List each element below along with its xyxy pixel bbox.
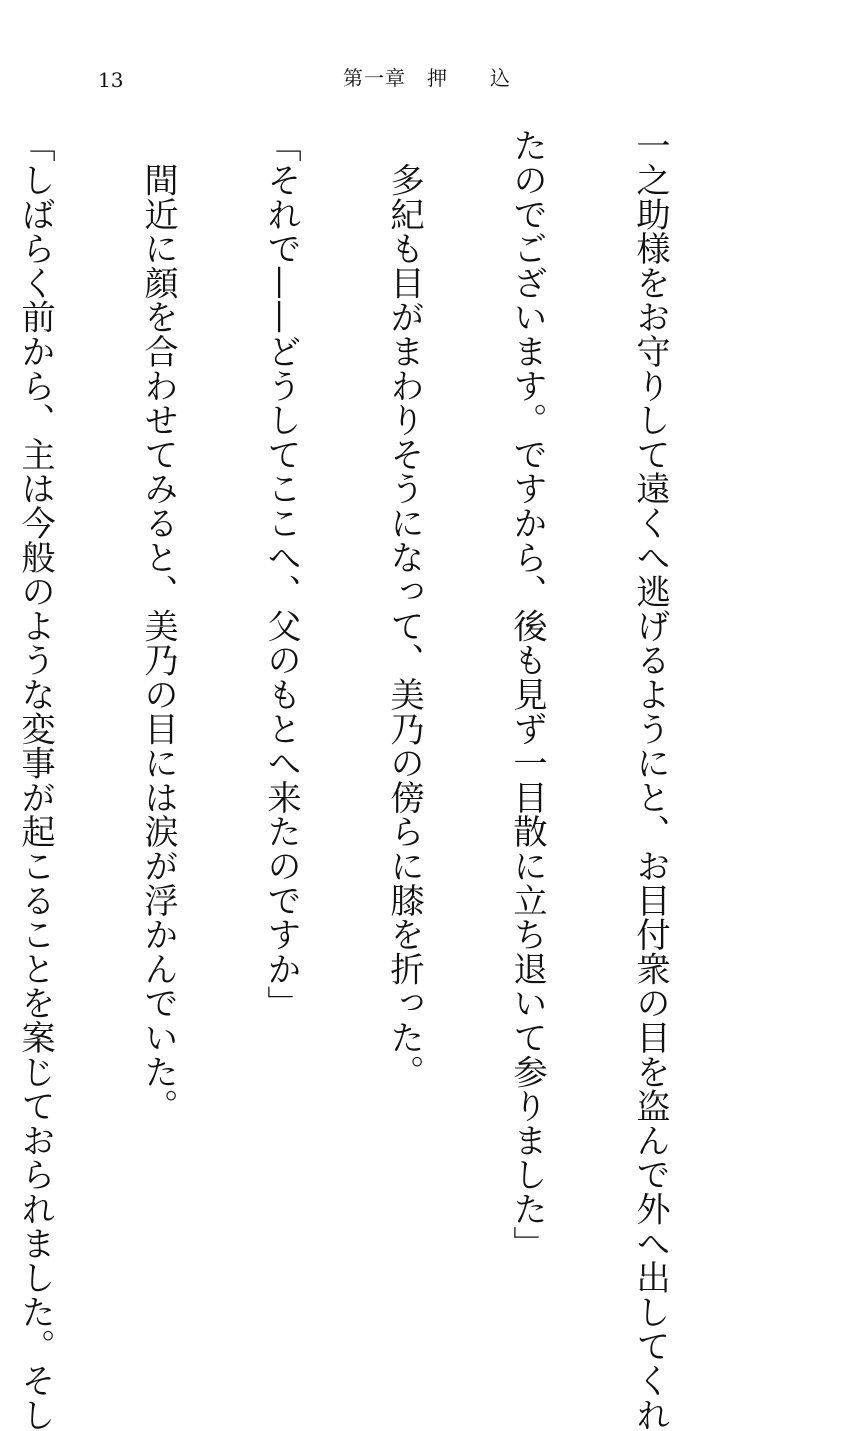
page-number: 13 — [98, 68, 124, 92]
text-line: 「しばらく前から、主は今般のような変事が起こることを案じておられました。そし — [15, 128, 55, 1431]
text-line: 「それで——どうしてここへ、父のもとへ来たのですか」 — [261, 128, 301, 1020]
text-line: 一之助様をお守りして遠くへ逃げるようにと、お目付衆の目を盗んで外へ出してくれ — [630, 128, 670, 1431]
running-head: 第一章 押 込 — [343, 66, 511, 90]
vertical-text-body — [15, 128, 752, 1431]
text-line: 多紀も目がまわりそうになって、美乃の傍らに膝を折った。 — [384, 128, 424, 1089]
text-line: たのでございます。ですから、後も見ず一目散に立ち退いて参りました」 — [507, 128, 547, 1260]
text-line: 間近に顔を合わせてみると、美乃の目には涙が浮かんでいた。 — [138, 128, 178, 1123]
